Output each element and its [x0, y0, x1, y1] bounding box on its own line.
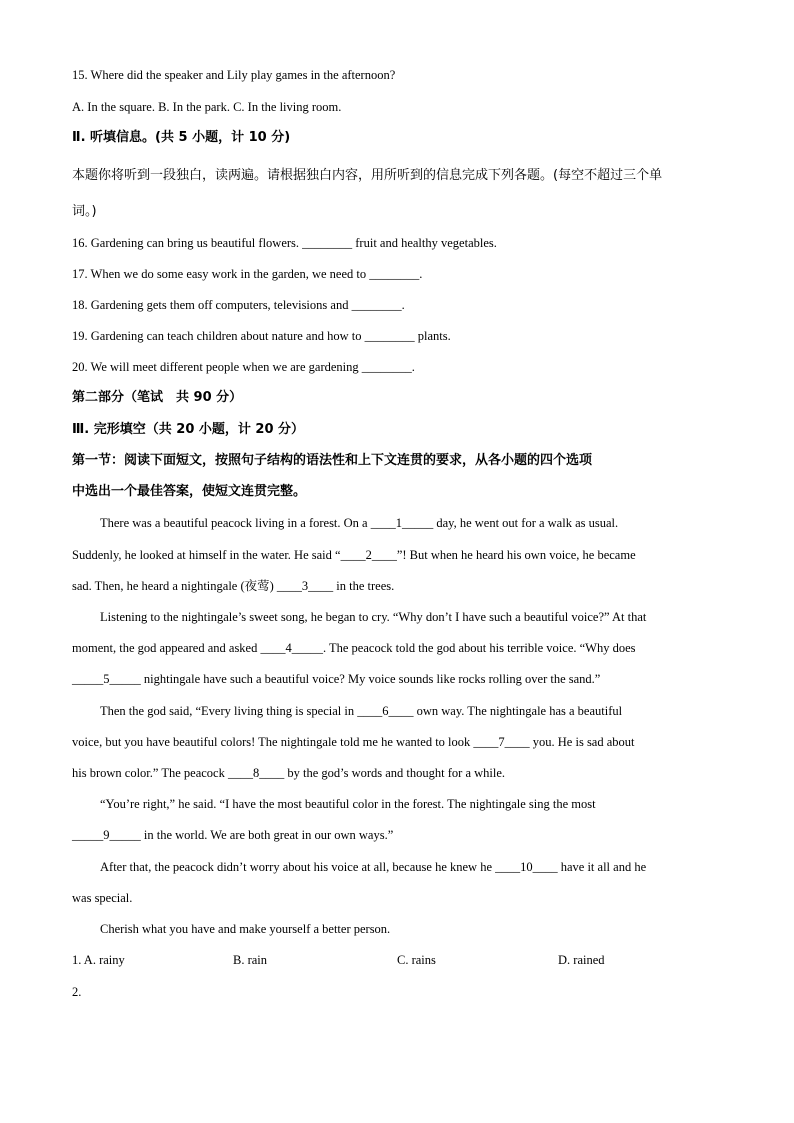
- question-19: 19. Gardening can teach children about nature and how to ________ plants.: [72, 329, 451, 343]
- question-2: 2.: [72, 985, 82, 999]
- passage-line: _____5_____ nightingale have such a beautiful voice? My voice sounds like rocks rolling over the sand.”: [72, 672, 601, 686]
- passage-line: moment, the god appeared and asked ____4_____. The peacock told the god about his terrible voice. “Why does: [72, 641, 636, 655]
- section-3-instruction-2: 中选出一个最佳答案，使短文连贯完整。: [72, 484, 307, 499]
- passage-line: Cherish what you have and make yourself a better person.: [100, 922, 391, 936]
- section-3-title: Ⅲ. 完形填空（共 20 小题，计 20 分）: [72, 422, 305, 437]
- question-20: 20. We will meet different people when we are gardening ________.: [72, 360, 415, 374]
- passage-line: There was a beautiful peacock living in a forest. On a ____1_____ day, he went out for a walk as usual.: [100, 516, 619, 530]
- passage-line: voice, but you have beautiful colors! The nightingale told me he wanted to look ____7____ you. He is sad about: [72, 735, 635, 749]
- question-15-options: A. In the square. B. In the park. C. In the living room.: [72, 100, 342, 114]
- section-2-title: Ⅱ. 听填信息。(共 5 小题，计 10 分): [72, 130, 291, 145]
- question-1-option-b: B. rain: [233, 953, 268, 967]
- passage-line: Listening to the nightingale’s sweet song, he began to cry. “Why don’t I have such a beautiful voice?” At that: [100, 610, 647, 624]
- question-1-option-c: C. rains: [397, 953, 436, 967]
- section-2-instruction-1: 本题你将听到一段独白，读两遍。请根据独白内容，用所听到的信息完成下列各题。(每空不超过三个单: [72, 168, 663, 183]
- question-16: 16. Gardening can bring us beautiful flowers. ________ fruit and healthy vegetables.: [72, 236, 497, 250]
- section-2-instruction-2: 词。): [72, 204, 97, 219]
- section-3-instruction-1: 第一节：阅读下面短文，按照句子结构的语法性和上下文连贯的要求，从各小题的四个选项: [72, 453, 593, 468]
- question-1-option-a: 1. A. rainy: [72, 953, 125, 967]
- passage-line: was special.: [72, 891, 133, 905]
- question-15: 15. Where did the speaker and Lily play games in the afternoon?: [72, 68, 396, 82]
- question-18: 18. Gardening gets them off computers, televisions and ________.: [72, 298, 405, 312]
- passage-line: his brown color.” The peacock ____8____ by the god’s words and thought for a while.: [72, 766, 506, 780]
- passage-line: After that, the peacock didn’t worry about his voice at all, because he knew he ____10____ have it all and he: [100, 860, 647, 874]
- question-17: 17. When we do some easy work in the garden, we need to ________.: [72, 267, 423, 281]
- passage-line: _____9_____ in the world. We are both great in our own ways.”: [72, 828, 394, 842]
- question-1-option-d: D. rained: [558, 953, 605, 967]
- passage-line: “You’re right,” he said. “I have the most beautiful color in the forest. The nightingale sing the most: [100, 797, 596, 811]
- passage-line: Then the god said, “Every living thing is special in ____6____ own way. The nightingale has a beautiful: [100, 704, 623, 718]
- passage-line: Suddenly, he looked at himself in the water. He said “____2____”! But when he heard his own voice, he became: [72, 548, 636, 562]
- passage-line: sad. Then, he heard a nightingale (夜莺) ____3____ in the trees.: [72, 579, 395, 593]
- part-2-title: 第二部分（笔试 共 90 分）: [72, 390, 243, 405]
